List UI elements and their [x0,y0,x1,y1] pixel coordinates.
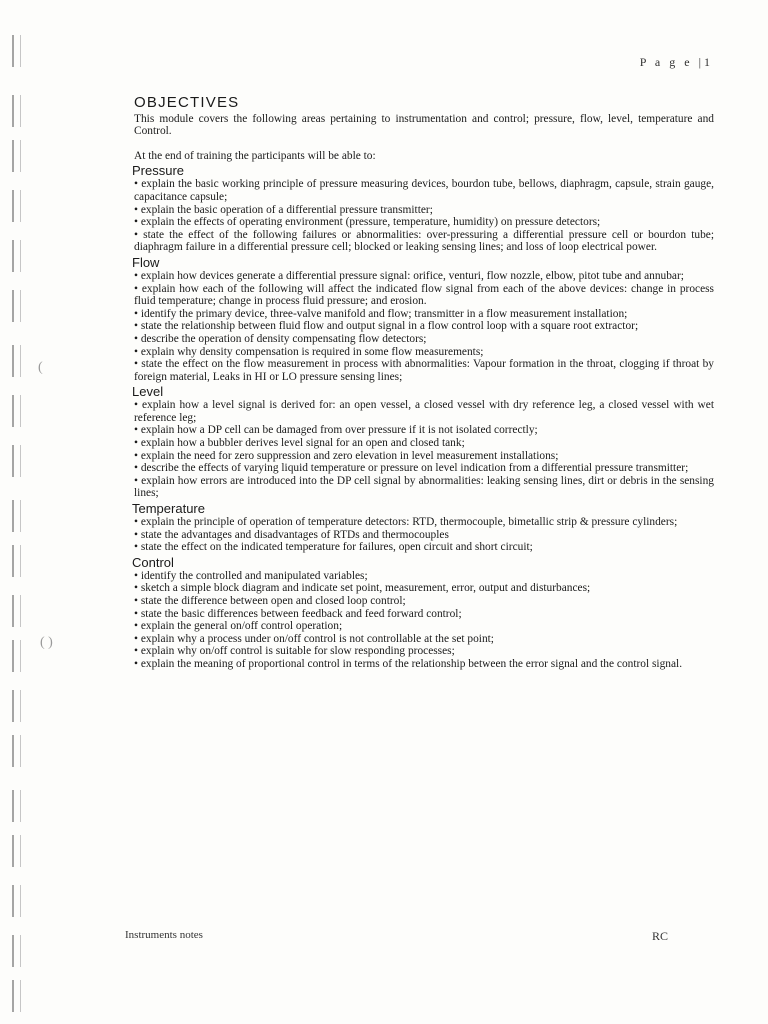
list-item: • state the effect on the indicated temperature for failures, open circuit and short circuit; [134,541,714,554]
list-item: • sketch a simple block diagram and indicate set point, measurement, error, output and disturbances; [134,582,714,595]
list-item: • explain the meaning of proportional control in terms of the relationship between the error signal and the control signal. [134,658,714,671]
list-item: • explain the effects of operating environment (pressure, temperature, humidity) on pressure detectors; [134,216,714,229]
scan-mark: ( ) [40,635,53,650]
section-temperature [134,501,714,554]
objective-list [134,399,714,500]
list-item: • state the basic differences between feedback and feed forward control; [134,608,714,621]
objective-list [134,570,714,671]
section-title: Control [132,554,174,570]
footer-note: Instruments notes [125,929,203,941]
binder-holes [12,0,32,1024]
list-item: • state the effect on the flow measurement in process with abnormalities: Vapour formation in the throat, clogging if throat by foreign material, Leaks in HI or LO pressure sensing lines; [134,358,714,383]
section-title: Temperature [132,501,205,517]
footer-initials: RC [652,929,669,943]
section-flow [134,255,714,383]
list-item: • state the advantages and disadvantages of RTDs and thermocouples [134,529,714,542]
section-title: Pressure [132,163,185,179]
list-item: • explain the general on/off control operation; [134,620,714,633]
objective-list [134,516,714,554]
scan-mark: ( [38,360,43,375]
section-control [134,555,714,671]
list-item: • explain why on/off control is suitable for slow responding processes; [134,645,714,658]
page-number: P a g e |1 [639,55,713,69]
list-item: • explain how errors are introduced into the DP cell signal by abnormalities: leaking sensing lines, dirt or debris in the sensing lines; [134,475,714,500]
list-item: • explain how a level signal is derived for: an open vessel, a closed vessel with dry reference leg, a closed vessel with wet reference leg; [134,399,714,424]
list-item: • describe the operation of density compensating flow detectors; [134,333,714,346]
list-item: • explain how a bubbler derives level signal for an open and closed tank; [134,437,714,450]
page-title: OBJECTIVES [134,94,240,111]
section-level [134,384,714,500]
objective-list [134,270,714,383]
list-item: • explain how each of the following will affect the indicated flow signal from each of the above devices: change in process fluid temperature; change in process fluid pressure; and erosion. [134,283,714,308]
list-item: • explain the basic working principle of pressure measuring devices, bourdon tube, bellows, diaphragm, capsule, strain gauge, capacitance capsule; [134,178,714,203]
intro-paragraph: This module covers the following areas pertaining to instrumentation and control; pressure, flow, level, temperature and Control. [134,112,714,138]
section-title: Flow [132,254,160,270]
list-item: • explain how a DP cell can be damaged from over pressure if it is not isolated correctly; [134,424,714,437]
lead-sentence: At the end of training the participants will be able to: [134,149,376,162]
section-title: Level [132,384,164,400]
list-item: • identify the primary device, three-valve manifold and flow; transmitter in a flow measurement installation; [134,308,714,321]
list-item: • state the difference between open and closed loop control; [134,595,714,608]
list-item: • explain why a process under on/off control is not controllable at the set point; [134,633,714,646]
section-pressure [134,163,714,254]
objective-list [134,178,714,254]
list-item: • identify the controlled and manipulated variables; [134,570,714,583]
list-item: • state the relationship between fluid flow and output signal in a flow control loop with a square root extractor; [134,320,714,333]
objectives-content [132,94,715,671]
list-item: • explain why density compensation is required in some flow measurements; [134,346,714,359]
list-item: • describe the effects of varying liquid temperature or pressure on level indication from a differential pressure transmitter; [134,462,714,475]
list-item: • explain the principle of operation of temperature detectors: RTD, thermocouple, bimetallic strip & pressure cylinders; [134,516,714,529]
list-item: • explain how devices generate a differential pressure signal: orifice, venturi, flow nozzle, elbow, pitot tube and annubar; [134,270,714,283]
list-item: • explain the basic operation of a differential pressure transmitter; [134,204,714,217]
list-item: • state the effect of the following failures or abnormalities: over-pressuring a differential pressure cell or bourdon tube; diaphragm failure in a differential pressure cell; blocked or leaking sensing lines; and loss of loop electrical power. [134,229,714,254]
list-item: • explain the need for zero suppression and zero elevation in level measurement installations; [134,450,714,463]
